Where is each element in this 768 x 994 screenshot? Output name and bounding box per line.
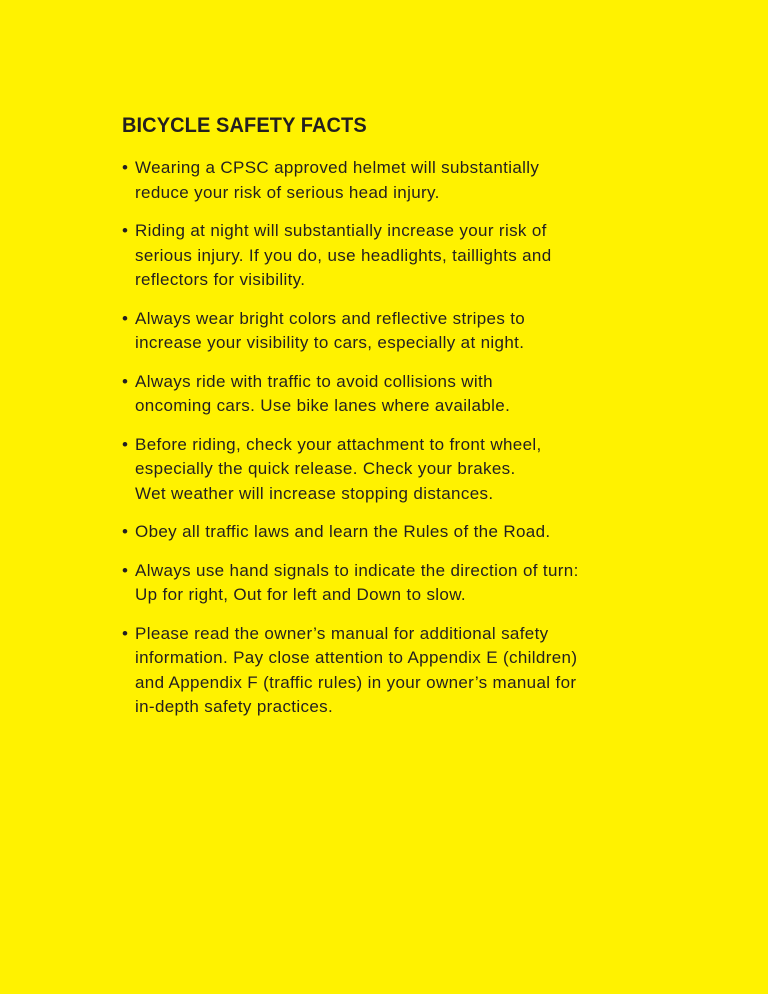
bullet-icon: • (122, 221, 129, 240)
bullet-icon: • (122, 560, 129, 580)
page-title: BICYCLE SAFETY FACTS (122, 113, 367, 137)
bullet-icon: • (122, 371, 129, 391)
list-item (122, 370, 652, 419)
fact-text: Always use hand signals to indicate the direction of turn: Up for right, Out for left and Down to slow. (135, 560, 579, 604)
list-item (122, 520, 652, 545)
safety-facts-list (122, 156, 652, 720)
fact-text: Riding at night will substantially increase your risk of serious injury. If you do, use headlights, taillights and reflectors for visibility. (135, 221, 552, 289)
fact-text: Always wear bright colors and reflective stripes to increase your visibility to cars, especially at night. (135, 308, 526, 352)
list-item (122, 307, 652, 356)
bullet-icon: • (122, 434, 129, 454)
fact-text: Wearing a CPSC approved helmet will substantially reduce your risk of serious head injury. (135, 158, 540, 202)
bullet-icon: • (122, 623, 129, 643)
bullet-icon: • (122, 522, 129, 541)
safety-facts-page (122, 112, 652, 734)
fact-text: Before riding, check your attachment to front wheel, especially the quick release. Check your brakes. Wet weather will increase stopping distances. (135, 434, 542, 503)
list-item (122, 559, 652, 608)
list-item (122, 433, 652, 507)
fact-text: Please read the owner’s manual for additional safety information. Pay close attention to Appendix E (children) and Appendix F (traffic rules) in your owner’s manual for in-depth safety practices. (135, 623, 578, 716)
bullet-icon: • (122, 308, 129, 328)
list-item (122, 622, 652, 720)
fact-text: Obey all traffic laws and learn the Rules of the Road. (135, 522, 551, 541)
list-item (122, 219, 652, 293)
fact-text: Always ride with traffic to avoid collisions with oncoming cars. Use bike lanes where available. (135, 371, 511, 415)
bullet-icon: • (122, 158, 129, 177)
list-item (122, 156, 652, 205)
